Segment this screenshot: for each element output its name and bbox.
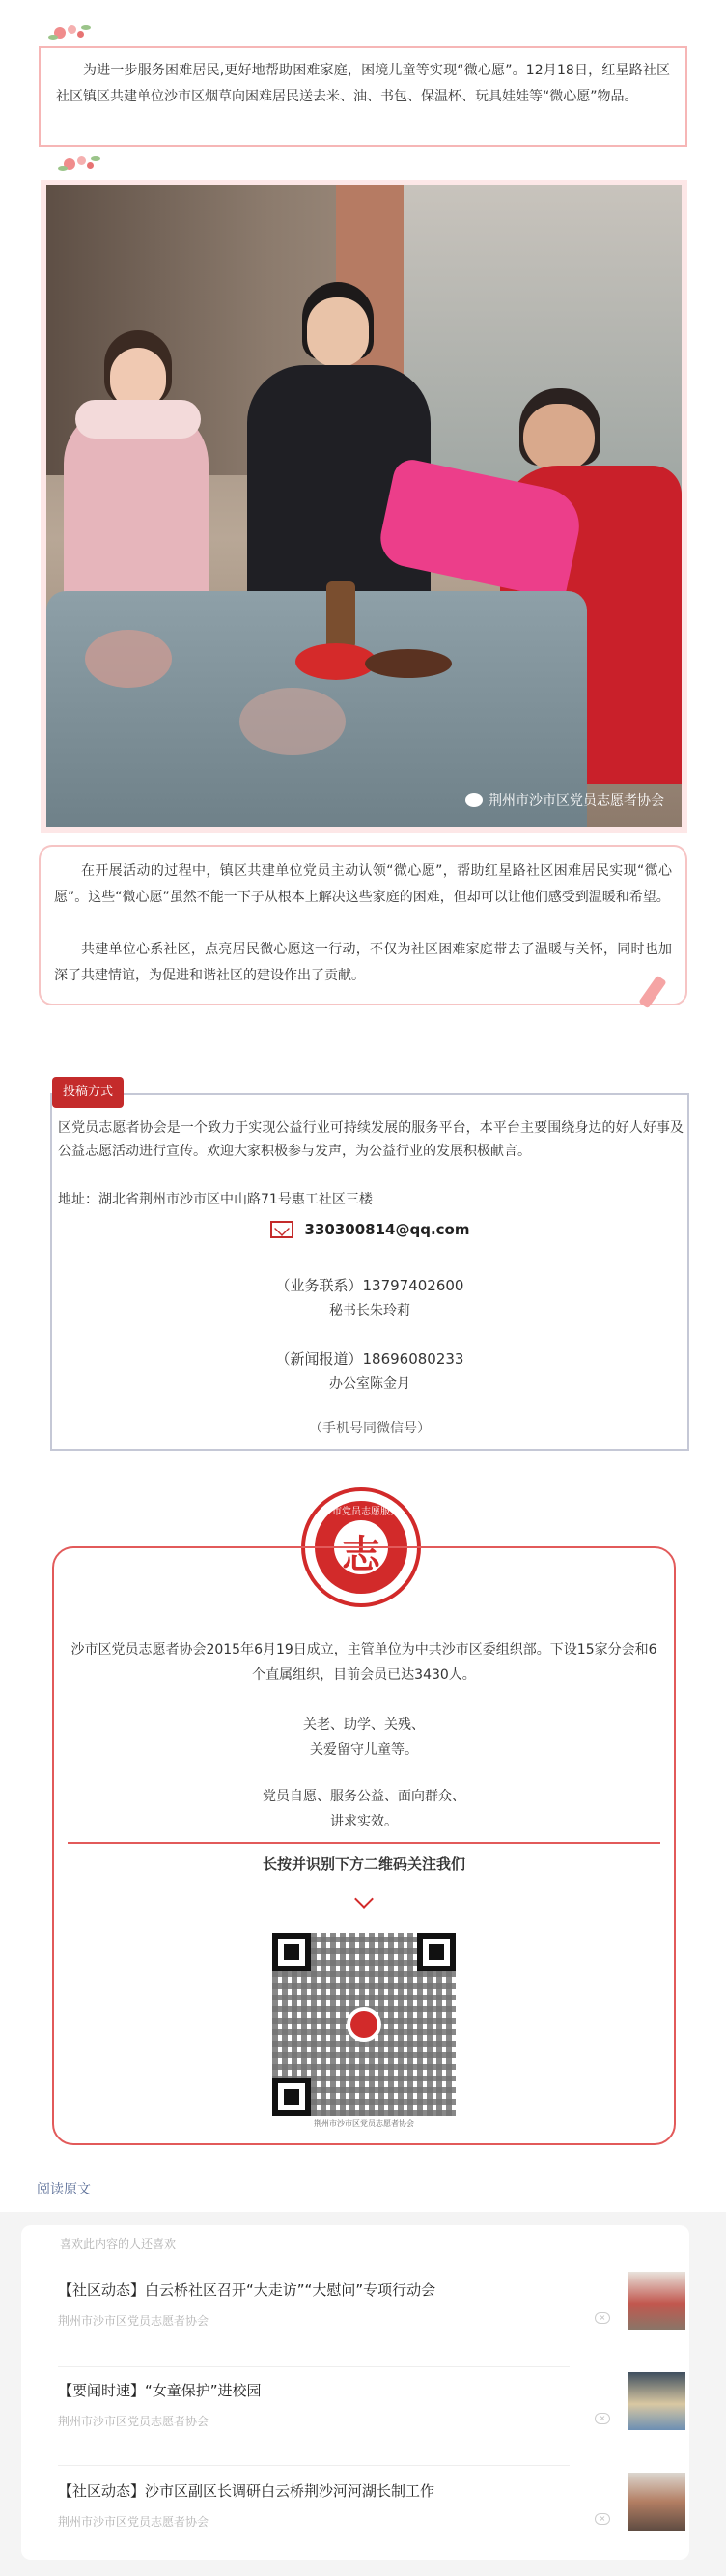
qr-title: 长按并识别下方二维码关注我们	[262, 1855, 465, 1873]
contribute-address: 地址：湖北省荆州市沙市区中山路71号惠工社区三楼	[58, 1192, 373, 1207]
divider	[68, 1842, 660, 1844]
contribute-description: 区党员志愿者协会是一个致力于实现公益行业可持续发展的服务平台，本平台主要围绕身边的好人好事及公益志愿活动进行宣传。欢迎大家积极参与发声，为公益行业的发展积极献言。	[58, 1120, 684, 1159]
contribute-email[interactable]: 330300814@qq.com	[304, 1221, 470, 1238]
recommend-item-title: 【要闻时速】“女童保护”进校园	[58, 2382, 262, 2399]
list-item[interactable]	[58, 2364, 685, 2442]
recommend-item-title: 【社区动态】白云桥社区召开“大走访”“大慰问”专项行动会	[58, 2281, 436, 2299]
list-item[interactable]	[58, 2465, 685, 2542]
mail-icon	[270, 1221, 293, 1238]
recommend-thumbnail	[628, 2372, 685, 2430]
recommend-thumbnail	[628, 2272, 685, 2330]
recommend-title: 喜欢此内容的人还喜欢	[60, 2237, 177, 2250]
read-original-link[interactable]: 阅读原文	[37, 2182, 91, 2197]
news-phone: （新闻报道）18696080233	[275, 1350, 464, 1368]
wechat-icon	[465, 793, 483, 807]
flower-decoration-icon	[58, 155, 102, 174]
chevron-down-icon	[354, 1889, 374, 1909]
close-icon[interactable]: ×	[595, 2312, 610, 2324]
watermark	[465, 790, 664, 809]
close-icon[interactable]: ×	[595, 2513, 610, 2525]
logo-char: 志	[342, 1533, 380, 1577]
qr-logo-icon	[347, 2007, 381, 2042]
recommend-thumbnail	[628, 2473, 685, 2531]
flower-decoration-icon	[48, 23, 93, 42]
recommend-item-source: 荆州市沙市区党员志愿者协会	[58, 2314, 209, 2328]
association-motto-2b: 讲求实效。	[330, 1814, 398, 1829]
body-paragraph-2: 共建单位心系社区，点亮居民微心愿这一行动，不仅为社区困难家庭带去了温暖与关怀，同时也加深了共建情谊，为促进和谐社区的建设作出了贡献。	[54, 942, 672, 983]
intro-frame	[39, 48, 687, 145]
business-contact: 秘书长朱玲莉	[329, 1303, 410, 1318]
association-box	[52, 1546, 676, 2145]
recommend-item-title: 【社区动态】沙市区副区长调研白云桥荆沙河河湖长制工作	[58, 2482, 435, 2500]
recommend-item-source: 荆州市沙市区党员志愿者协会	[58, 2515, 209, 2529]
close-icon[interactable]: ×	[595, 2413, 610, 2424]
business-phone: （业务联系）13797402600	[275, 1277, 464, 1294]
contribute-tab: 投稿方式	[52, 1077, 124, 1108]
qr-caption: 荆州市沙市区党员志愿者协会	[314, 2119, 414, 2128]
association-motto-1a: 关老、助学、关残、	[303, 1717, 425, 1733]
wechat-note: （手机号同微信号）	[309, 1421, 431, 1436]
contribute-box	[50, 1093, 689, 1451]
email-row	[52, 1221, 687, 1238]
association-description: 沙市区党员志愿者协会2015年6月19日成立，主管单位为中共沙市区委组织部。下设15家分会和6个直属组织，目前会员已达3430人。	[70, 1642, 657, 1683]
news-contact: 办公室陈金月	[329, 1376, 410, 1392]
intro-paragraph: 为进一步服务困难居民,更好地帮助困难家庭，困境儿童等实现“微心愿”。12月18日，红星路社区社区镇区共建单位沙市区烟草向困难居民送去米、油、书包、保温杯、玩具娃娃等“微心愿”物品。	[56, 63, 670, 104]
photo-frame	[41, 180, 687, 833]
recommend-panel	[21, 2225, 689, 2560]
logo-ring-text: 沙市党员志愿服务	[322, 1507, 400, 1517]
association-motto-1b: 关爱留守儿童等。	[310, 1742, 418, 1758]
body-paragraph-1: 在开展活动的过程中，镇区共建单位党员主动认领“微心愿”，帮助红星路社区困难居民实现“微心愿”。这些“微心愿”虽然不能一下子从根本上解决这些家庭的困难，但却可以让他们感受到温暖和希望。	[54, 863, 672, 905]
qr-code[interactable]	[272, 1933, 456, 2116]
body-frame	[39, 845, 687, 1005]
association-motto-2a: 党员自愿、服务公益、面向群众、	[263, 1789, 465, 1804]
list-item[interactable]	[58, 2264, 685, 2341]
watermark-text: 荆州市沙市区党员志愿者协会	[489, 793, 664, 808]
recommend-item-source: 荆州市沙市区党员志愿者协会	[58, 2415, 209, 2428]
event-photo	[46, 185, 682, 827]
